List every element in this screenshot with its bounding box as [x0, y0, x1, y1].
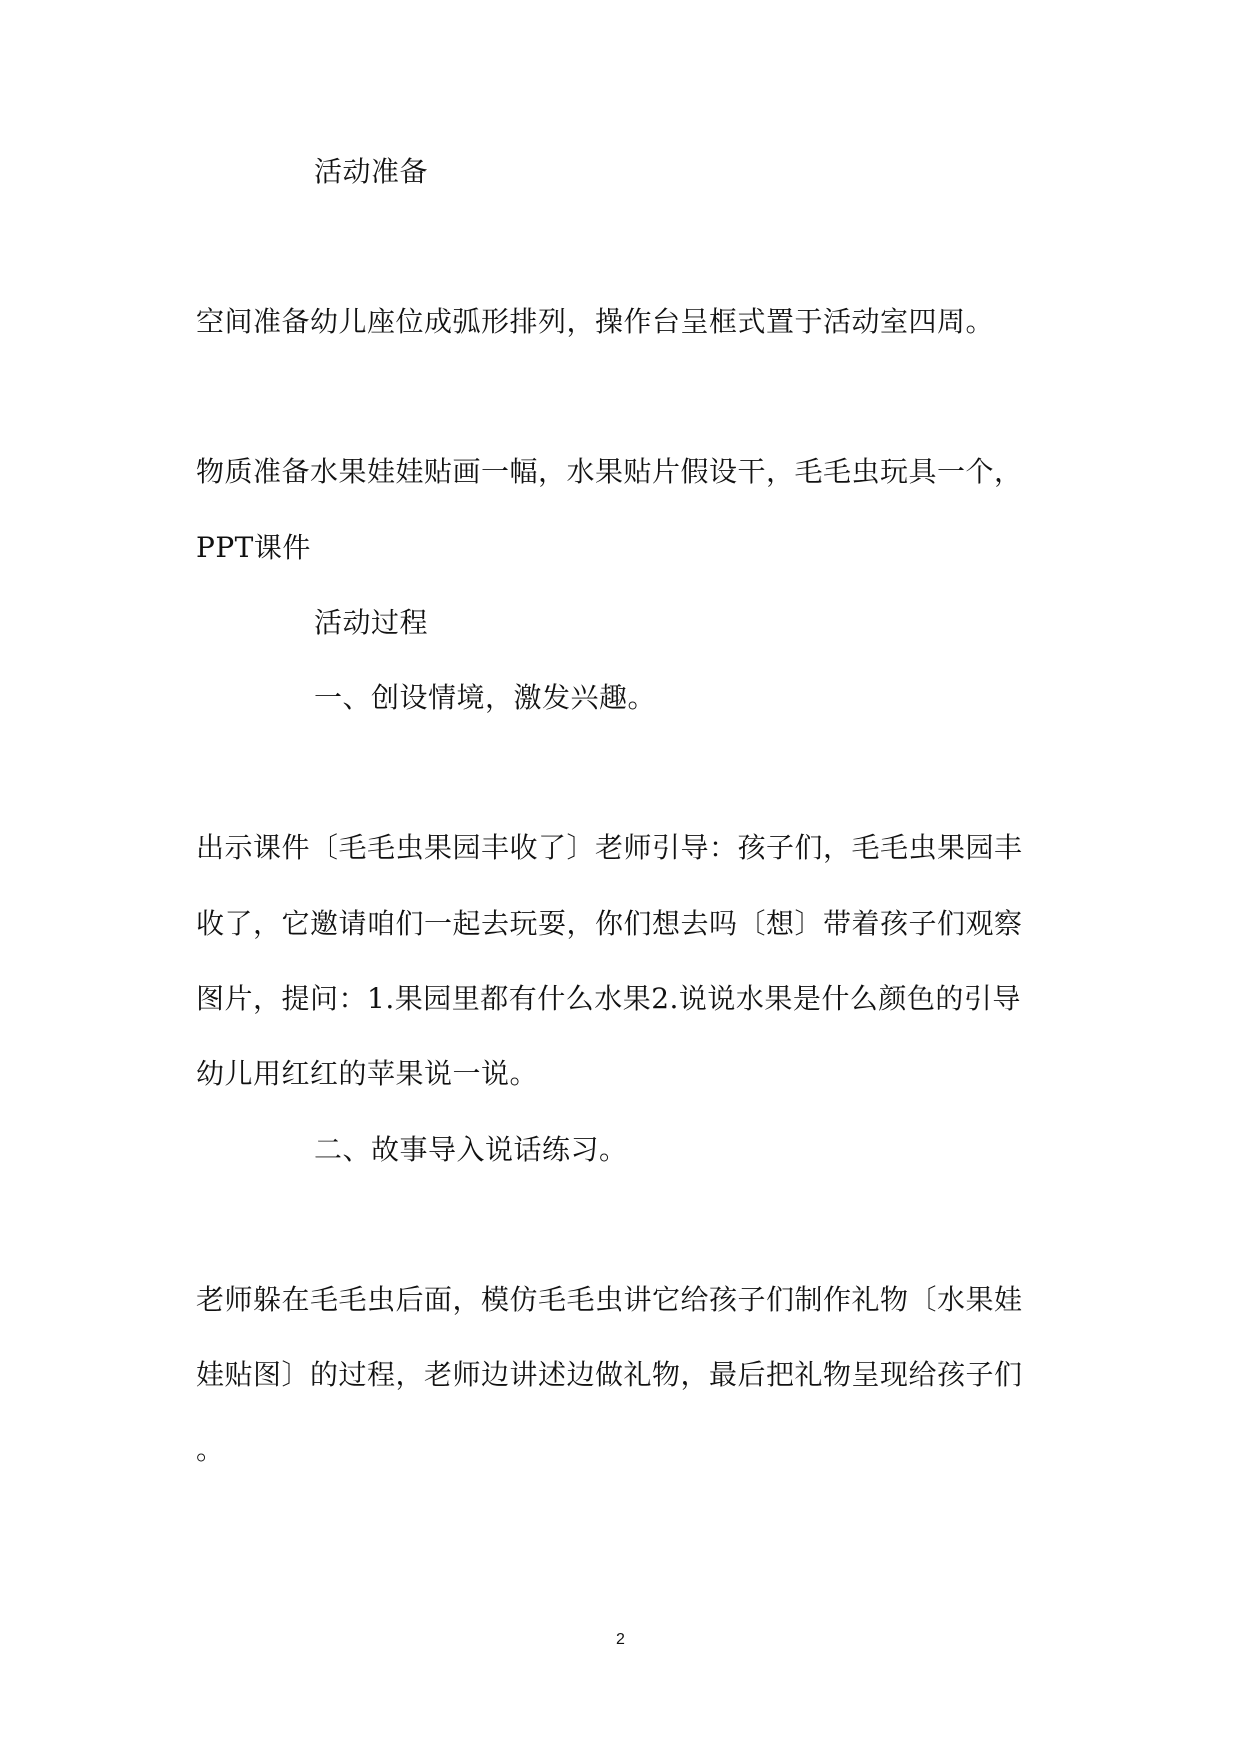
paragraph-story-line-1: 老师躲在毛毛虫后面，模仿毛毛虫讲它给孩子们制作礼物〔水果娃 [196, 1283, 1023, 1316]
paragraph-story-line-2: 娃贴图〕的过程，老师边讲述边做礼物，最后把礼物呈现给孩子们 [196, 1358, 1023, 1391]
heading-activity-process: 活动过程 [314, 606, 429, 639]
paragraph-courseware-line-2: 收了，它邀请咱们一起去玩耍，你们想去吗〔想〕带着孩子们观察 [196, 907, 1023, 940]
page-number: 2 [616, 1631, 625, 1648]
section-heading-two: 二、故事导入说话练习。 [314, 1133, 628, 1166]
section-heading-one: 一、创设情境，激发兴趣。 [314, 681, 657, 714]
paragraph-courseware-line-3: 图片，提问：1.果园里都有什么水果2.说说水果是什么颜色的引导 [196, 982, 1021, 1015]
paragraph-courseware-line-1: 出示课件〔毛毛虫果园丰收了〕老师引导：孩子们，毛毛虫果园丰 [196, 831, 1023, 864]
paragraph-material-preparation-cont: PPT课件 [196, 531, 311, 564]
heading-activity-preparation: 活动准备 [314, 155, 429, 188]
paragraph-material-preparation: 物质准备水果娃娃贴画一幅，水果贴片假设干，毛毛虫玩具一个， [196, 455, 1023, 488]
paragraph-story-line-3: 。 [196, 1433, 225, 1466]
paragraph-courseware-line-4: 幼儿用红红的苹果说一说。 [196, 1057, 539, 1090]
paragraph-space-preparation: 空间准备幼儿座位成弧形排列，操作台呈框式置于活动室四周。 [196, 305, 995, 338]
